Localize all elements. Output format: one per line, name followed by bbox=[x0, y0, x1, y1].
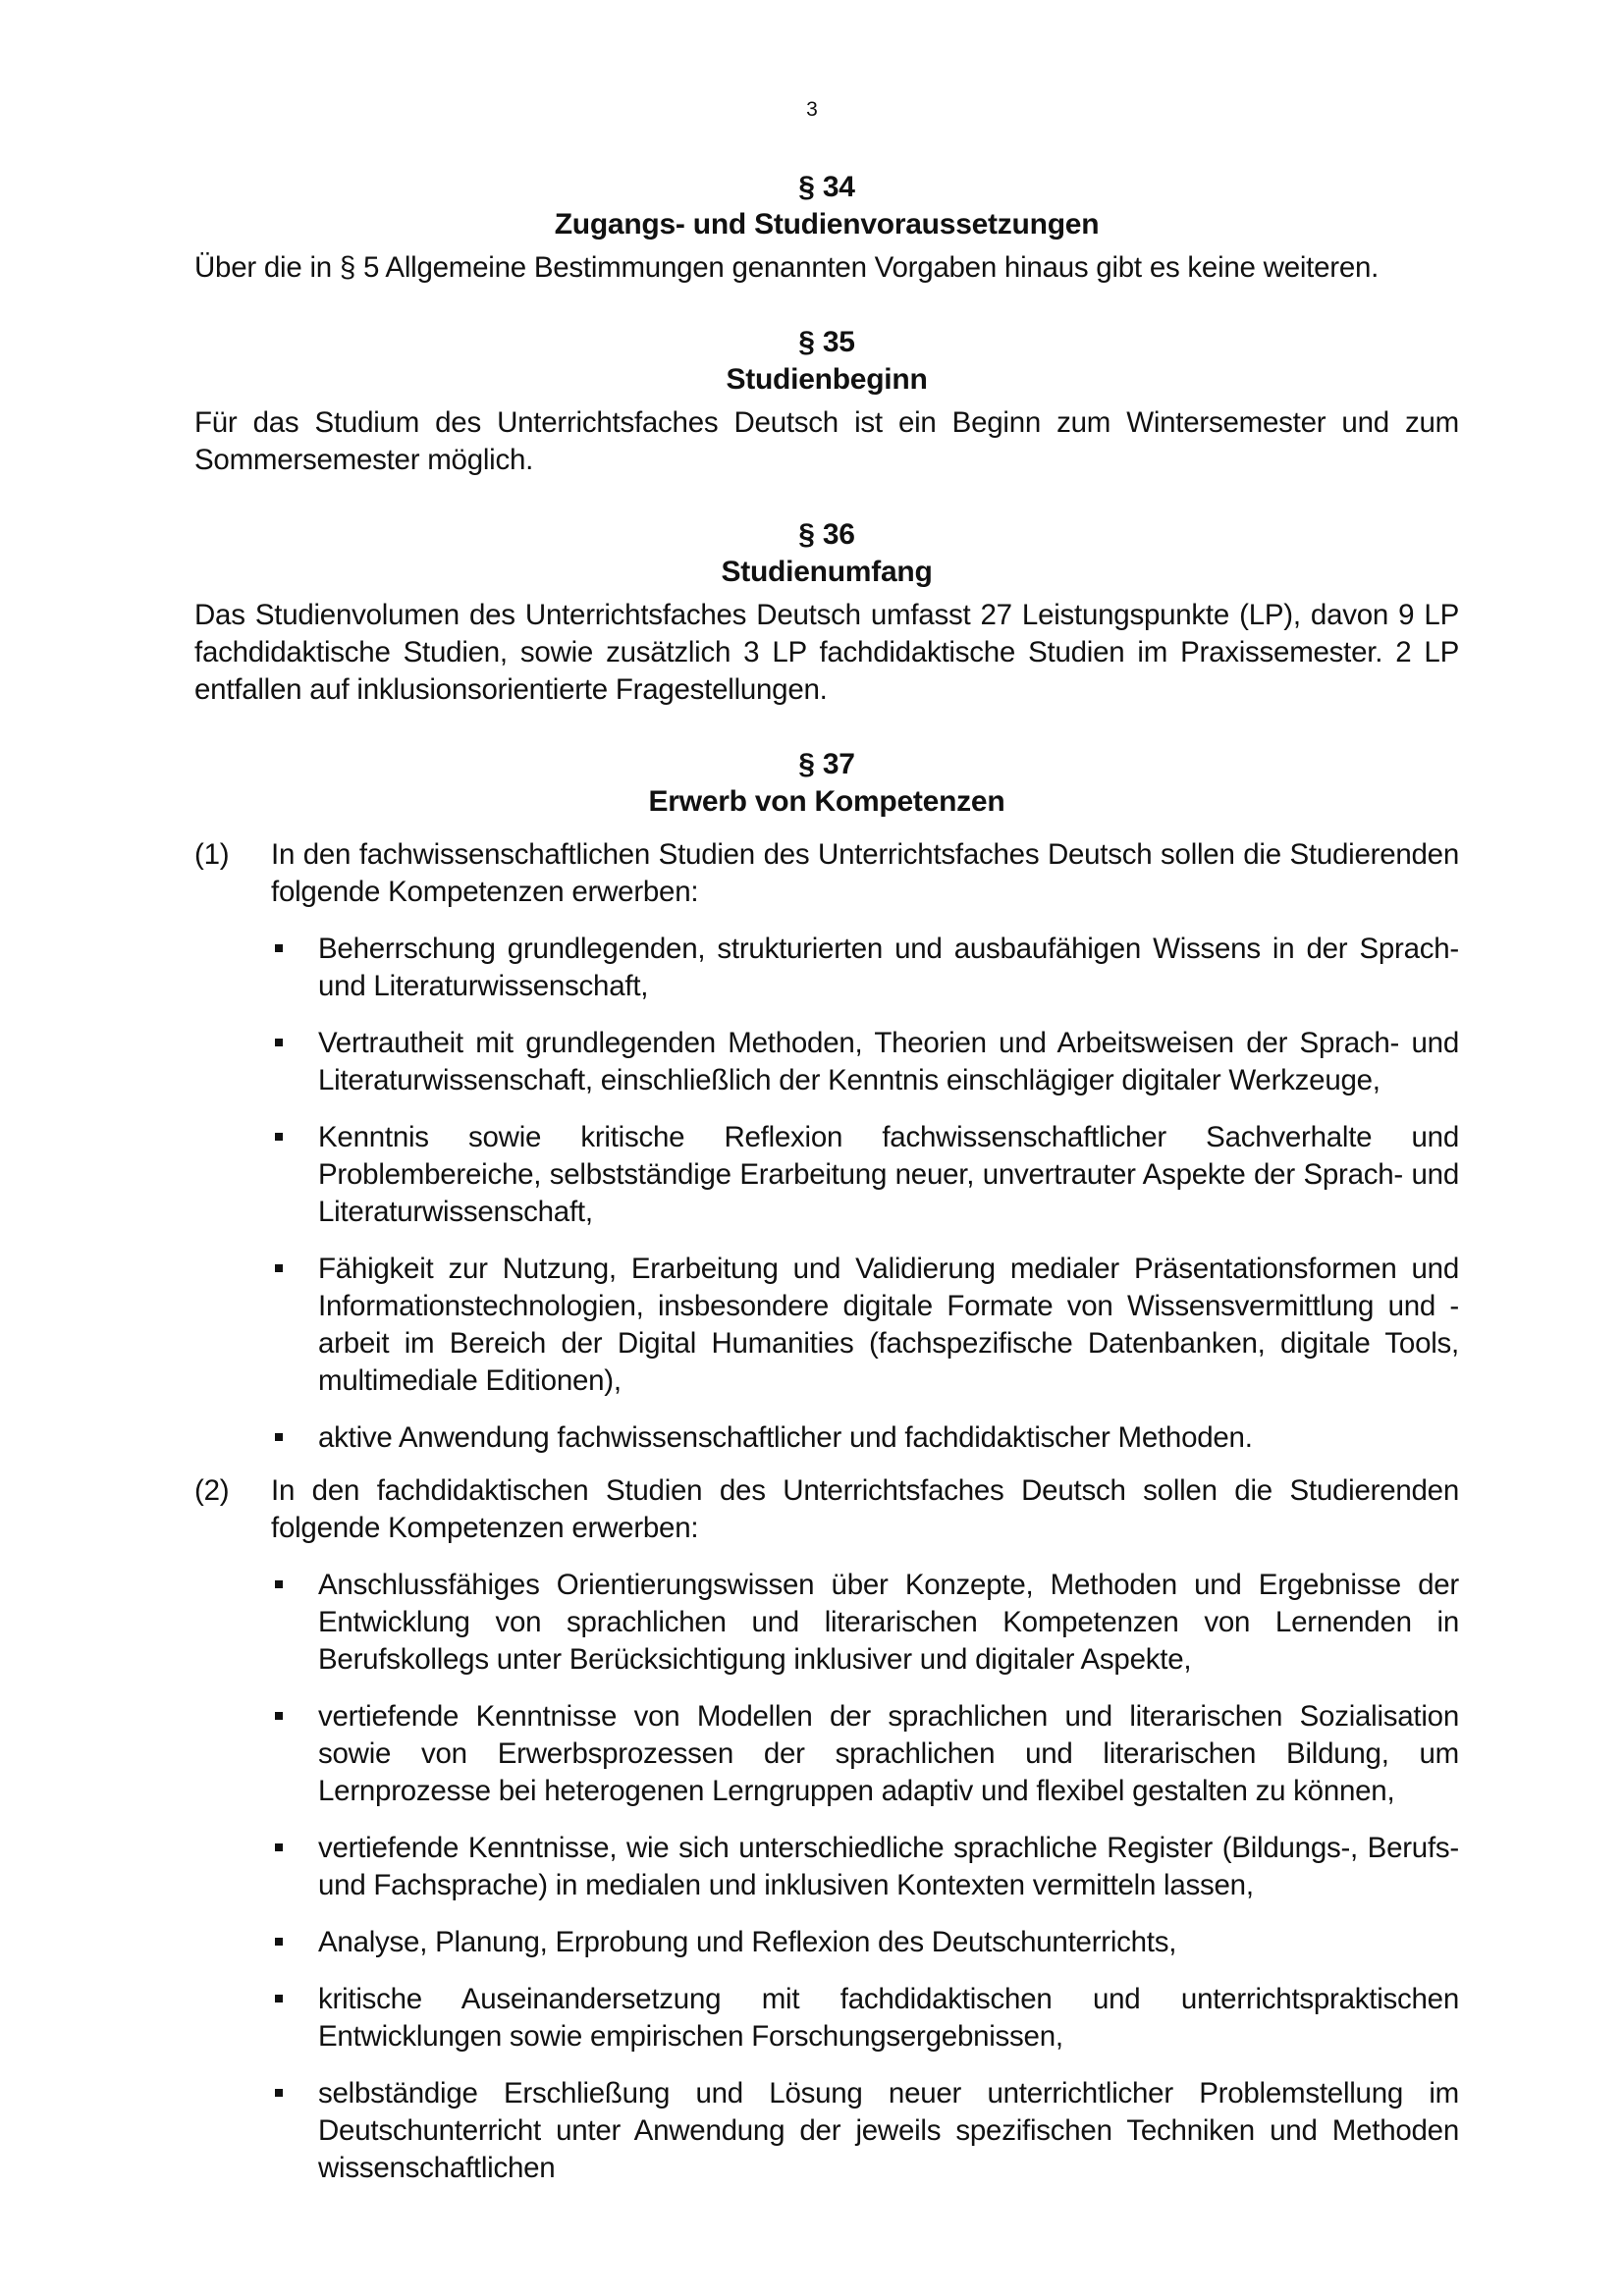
list-item-text: aktive Anwendung fachwissenschaftlicher und fachdidaktischer Methoden. bbox=[318, 1421, 1253, 1454]
section-number: § 35 bbox=[798, 326, 855, 358]
paragraph-text: In den fachwissenschaftlichen Studien des Unterrichtsfaches Deutsch sollen die Studierenden folgende Kompetenzen erwerben: bbox=[271, 838, 1459, 908]
list-item-text: Kenntnis sowie kritische Reflexion fachwissenschaftlicher Sachverhalte und Problembereiche, selbstständige Erarbeitung neuer, unvertrauter Aspekte der Sprach- und Literaturwissenschaft, bbox=[318, 1121, 1459, 1228]
section-text: Das Studienvolumen des Unterrichtsfaches Deutsch umfasst 27 Leistungspunkte (LP), davon 9 LP fachdidaktische Studien, sowie zusätzlich 3 LP fachdidaktische Studien im Praxissemester. 2 LP entfallen auf inklusionsorientierte Fragestellungen. bbox=[194, 599, 1459, 706]
section-34 bbox=[194, 169, 1459, 287]
list-item-text: selbständige Erschließung und Lösung neuer unterrichtlicher Problemstellung im Deutschunterricht unter Anwendung der jeweils spezifischen Techniken und Methoden wissenschaftlichen bbox=[318, 2077, 1459, 2184]
page-content bbox=[194, 169, 1459, 2187]
list-item-text: Beherrschung grundlegenden, strukturierten und ausbaufähigen Wissens in der Sprach- und Literaturwissenschaft, bbox=[318, 933, 1459, 1002]
square-bullet-icon bbox=[275, 2089, 283, 2097]
section-title: Erwerb von Kompetenzen bbox=[648, 785, 1005, 818]
paragraph-label: (1) bbox=[194, 838, 230, 871]
section-number: § 37 bbox=[798, 748, 855, 780]
section-title: Studienumfang bbox=[721, 556, 933, 588]
page-number: 3 bbox=[806, 98, 818, 121]
square-bullet-icon bbox=[275, 1712, 283, 1720]
competence-list-2 bbox=[194, 1567, 1459, 2187]
section-number: § 36 bbox=[798, 518, 855, 551]
list-item bbox=[271, 1830, 1459, 1904]
list-item-text: vertiefende Kenntnisse, wie sich unterschiedliche sprachliche Register (Bildungs-, Berufs- und Fachsprache) in medialen und inklusiven Kontexten vermitteln lassen, bbox=[318, 1832, 1459, 1901]
list-item bbox=[271, 1025, 1459, 1099]
list-item-text: Vertrautheit mit grundlegenden Methoden, Theorien und Arbeitsweisen der Sprach- und Literaturwissenschaft, einschließlich der Kenntnis einschlägiger digitaler Werkzeuge, bbox=[318, 1027, 1459, 1096]
square-bullet-icon bbox=[275, 1938, 283, 1946]
list-item-text: vertiefende Kenntnisse von Modellen der sprachlichen und literarischen Sozialisation sowie von Erwerbsprozessen der sprachlichen und literarischen Bildung, um Lernprozesse bei heterogenen Lerngruppen adaptiv und flexibel gestalten zu können, bbox=[318, 1700, 1459, 1807]
list-item bbox=[271, 1419, 1459, 1457]
paragraph-label: (2) bbox=[194, 1474, 230, 1507]
square-bullet-icon bbox=[275, 1995, 283, 2002]
section-title: Zugangs- und Studienvoraussetzungen bbox=[554, 208, 1100, 240]
square-bullet-icon bbox=[275, 1264, 283, 1272]
section-number: § 34 bbox=[798, 171, 855, 203]
section-37 bbox=[194, 746, 1459, 2187]
list-item bbox=[271, 1567, 1459, 1679]
list-item bbox=[271, 1924, 1459, 1961]
list-item-text: Analyse, Planung, Erprobung und Reflexion des Deutschunterrichts, bbox=[318, 1926, 1177, 1958]
list-item bbox=[271, 1251, 1459, 1400]
paragraph-text: In den fachdidaktischen Studien des Unterrichtsfaches Deutsch sollen die Studierenden folgende Kompetenzen erwerben: bbox=[271, 1474, 1459, 1544]
square-bullet-icon bbox=[275, 1433, 283, 1441]
square-bullet-icon bbox=[275, 1133, 283, 1141]
numbered-paragraph-2 bbox=[194, 1472, 1459, 1547]
competence-list-1 bbox=[194, 931, 1459, 1457]
section-text: Für das Studium des Unterrichtsfaches Deutsch ist ein Beginn zum Wintersemester und zum Sommersemester möglich. bbox=[194, 406, 1459, 476]
section-text: Über die in § 5 Allgemeine Bestimmungen genannten Vorgaben hinaus gibt es keine weiteren. bbox=[194, 251, 1380, 284]
section-35 bbox=[194, 324, 1459, 479]
section-36 bbox=[194, 516, 1459, 709]
square-bullet-icon bbox=[275, 1843, 283, 1851]
square-bullet-icon bbox=[275, 1580, 283, 1588]
numbered-paragraph-1 bbox=[194, 836, 1459, 911]
section-title: Studienbeginn bbox=[726, 363, 928, 396]
list-item-text: Fähigkeit zur Nutzung, Erarbeitung und Validierung medialer Präsentationsformen und Informationstechnologien, insbesondere digitale Formate von Wissensvermittlung und -arbeit im Bereich der Digital Humanities (fachspezifische Datenbanken, digitale Tools, multimediale Editionen), bbox=[318, 1253, 1459, 1397]
list-item-text: kritische Auseinandersetzung mit fachdidaktischen und unterrichtspraktischen Entwicklungen sowie empirischen Forschungsergebnissen, bbox=[318, 1983, 1459, 2053]
list-item bbox=[271, 1698, 1459, 1810]
list-item bbox=[271, 2075, 1459, 2187]
list-item bbox=[271, 1119, 1459, 1231]
list-item bbox=[271, 1981, 1459, 2056]
list-item-text: Anschlussfähiges Orientierungswissen über Konzepte, Methoden und Ergebnisse der Entwicklung von sprachlichen und literarischen Kompetenzen von Lernenden in Berufskollegs unter Berücksichtigung inklusiver und digitaler Aspekte, bbox=[318, 1569, 1459, 1676]
list-item bbox=[271, 931, 1459, 1005]
square-bullet-icon bbox=[275, 1039, 283, 1046]
square-bullet-icon bbox=[275, 944, 283, 952]
